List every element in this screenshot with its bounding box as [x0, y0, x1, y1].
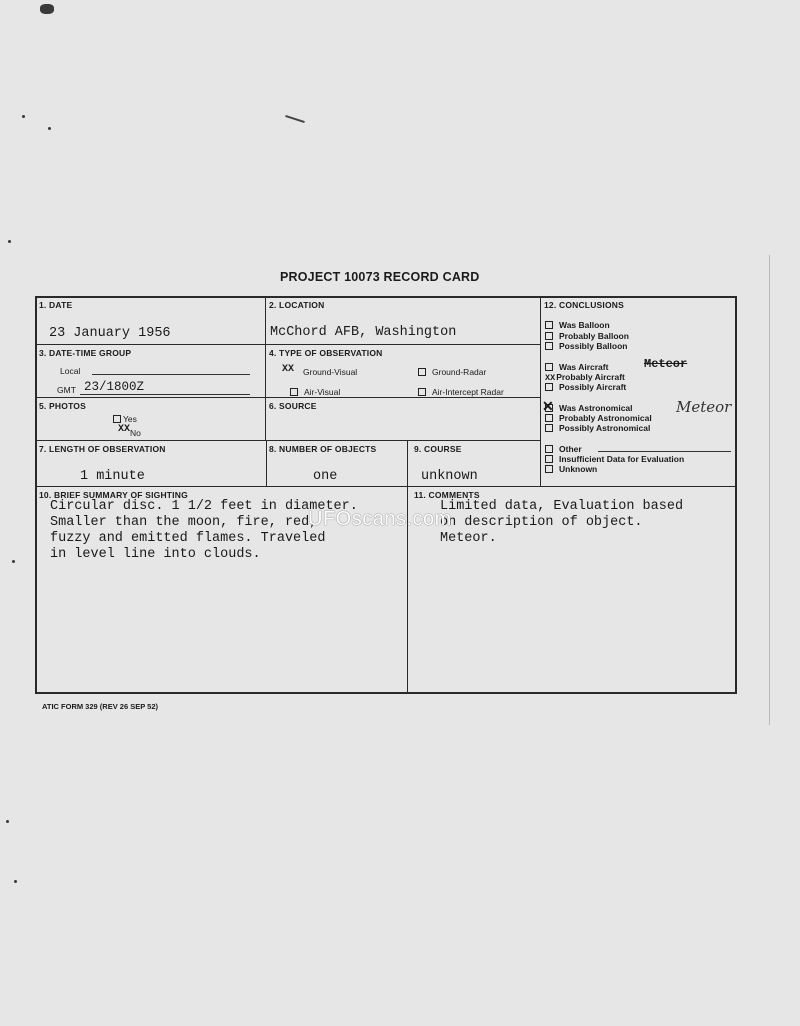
- number-value: one: [313, 469, 338, 484]
- gmt-line: [80, 394, 250, 395]
- divider: [36, 440, 541, 441]
- checkbox[interactable]: [113, 415, 121, 423]
- page-edge-line: [769, 255, 770, 725]
- checkbox[interactable]: [545, 321, 553, 329]
- dtg-label: 3. DATE-TIME GROUP: [39, 348, 132, 358]
- ground-visual-mark: XX: [282, 364, 295, 375]
- checkbox[interactable]: [545, 342, 553, 350]
- summary-line: in level line into clouds.: [50, 547, 261, 562]
- divider: [407, 441, 408, 694]
- summary-line: Smaller than the moon, fire, red,: [50, 515, 318, 530]
- conclusion-item: Other: [545, 444, 582, 454]
- location-label: 2. LOCATION: [269, 300, 325, 310]
- source-label: 6. SOURCE: [269, 401, 317, 411]
- comments-line: Meteor.: [440, 531, 497, 546]
- checkbox[interactable]: [545, 332, 553, 340]
- type-ground-radar-row: [418, 367, 486, 377]
- type-air-visual: Air-Visual: [304, 387, 341, 397]
- conclusion-item: Possibly Balloon: [545, 341, 628, 351]
- checkbox[interactable]: [418, 368, 426, 376]
- other-line: [598, 451, 731, 452]
- scan-speck: [12, 560, 15, 563]
- conclusion-item: Was Aircraft: [545, 362, 608, 372]
- type-air-visual-row: [290, 387, 340, 397]
- scan-speck: [48, 127, 51, 130]
- checkbox[interactable]: [545, 465, 553, 473]
- summary-line: fuzzy and emitted flames. Traveled: [50, 531, 326, 546]
- aircraft-mark: XX: [545, 373, 556, 383]
- typed-note-meteor: Meteor: [644, 357, 688, 371]
- type-label: 4. TYPE OF OBSERVATION: [269, 348, 383, 358]
- summary-line: Circular disc. 1 1/2 feet in diameter.: [50, 499, 358, 514]
- conclusion-item: Possibly Astronomical: [545, 423, 650, 433]
- photos-yes: Yes: [123, 414, 137, 424]
- divider: [36, 344, 541, 345]
- length-value: 1 minute: [80, 469, 145, 484]
- type-air-intercept: Air-Intercept Radar: [432, 387, 504, 397]
- card-title: PROJECT 10073 RECORD CARD: [280, 270, 480, 284]
- divider: [266, 441, 267, 486]
- checkbox[interactable]: [545, 383, 553, 391]
- divider: [265, 297, 266, 441]
- photos-yes-row: [113, 414, 137, 424]
- checkbox[interactable]: [545, 455, 553, 463]
- scan-speck: [6, 820, 9, 823]
- comments-label: 11. COMMENTS: [414, 490, 480, 500]
- dtg-gmt-label: GMT: [57, 385, 76, 395]
- checkbox[interactable]: [290, 388, 298, 396]
- checkbox[interactable]: [545, 445, 553, 453]
- conclusions-label: 12. CONCLUSIONS: [544, 300, 624, 310]
- divider: [540, 297, 541, 487]
- photos-no-mark: XX: [118, 424, 131, 435]
- conclusion-item: Probably Astronomical: [545, 413, 652, 423]
- comments-line: on description of object.: [440, 515, 643, 530]
- location-value: McChord AFB, Washington: [270, 325, 457, 340]
- comments-line: Limited data, Evaluation based: [440, 499, 684, 514]
- divider: [36, 486, 736, 487]
- checkbox[interactable]: [545, 424, 553, 432]
- divider: [36, 397, 541, 398]
- conclusion-item: Probably Balloon: [545, 331, 629, 341]
- conclusion-item: XXProbably Aircraft: [545, 372, 625, 383]
- type-air-intercept-row: [418, 387, 504, 397]
- photos-label: 5. PHOTOS: [39, 401, 86, 411]
- date-label: 1. DATE: [39, 300, 73, 310]
- type-ground-radar: Ground-Radar: [432, 367, 487, 377]
- scan-mark: [285, 115, 305, 123]
- astronomical-x-mark: ✕: [542, 398, 554, 414]
- form-footer: ATIC FORM 329 (REV 26 SEP 52): [42, 702, 159, 711]
- checkbox[interactable]: [418, 388, 426, 396]
- conclusion-item: Was Balloon: [545, 320, 610, 330]
- course-value: unknown: [421, 469, 478, 484]
- conclusion-item: Insufficient Data for Evaluation: [545, 454, 684, 464]
- checkbox[interactable]: [545, 363, 553, 371]
- conclusion-item: Possibly Aircraft: [545, 382, 626, 392]
- dtg-local-label: Local: [60, 366, 81, 376]
- scan-speck: [22, 115, 25, 118]
- watermark: UFOscans.com: [308, 508, 452, 530]
- length-label: 7. LENGTH OF OBSERVATION: [39, 444, 166, 454]
- course-label: 9. COURSE: [414, 444, 462, 454]
- scan-speck: [40, 4, 54, 14]
- date-value: 23 January 1956: [49, 326, 171, 341]
- summary-label: 10. BRIEF SUMMARY OF SIGHTING: [39, 490, 188, 500]
- handwritten-meteor: Meteor: [676, 398, 732, 416]
- scan-speck: [8, 240, 11, 243]
- local-line: [92, 374, 250, 375]
- photos-no: No: [130, 428, 141, 438]
- number-label: 8. NUMBER OF OBJECTS: [269, 444, 377, 454]
- scan-speck: [14, 880, 17, 883]
- conclusion-item: Unknown: [545, 464, 597, 474]
- type-ground-visual: Ground-Visual: [303, 367, 358, 377]
- conclusion-item: Was Astronomical: [545, 403, 633, 413]
- dtg-gmt-value: 23/1800Z: [84, 380, 145, 394]
